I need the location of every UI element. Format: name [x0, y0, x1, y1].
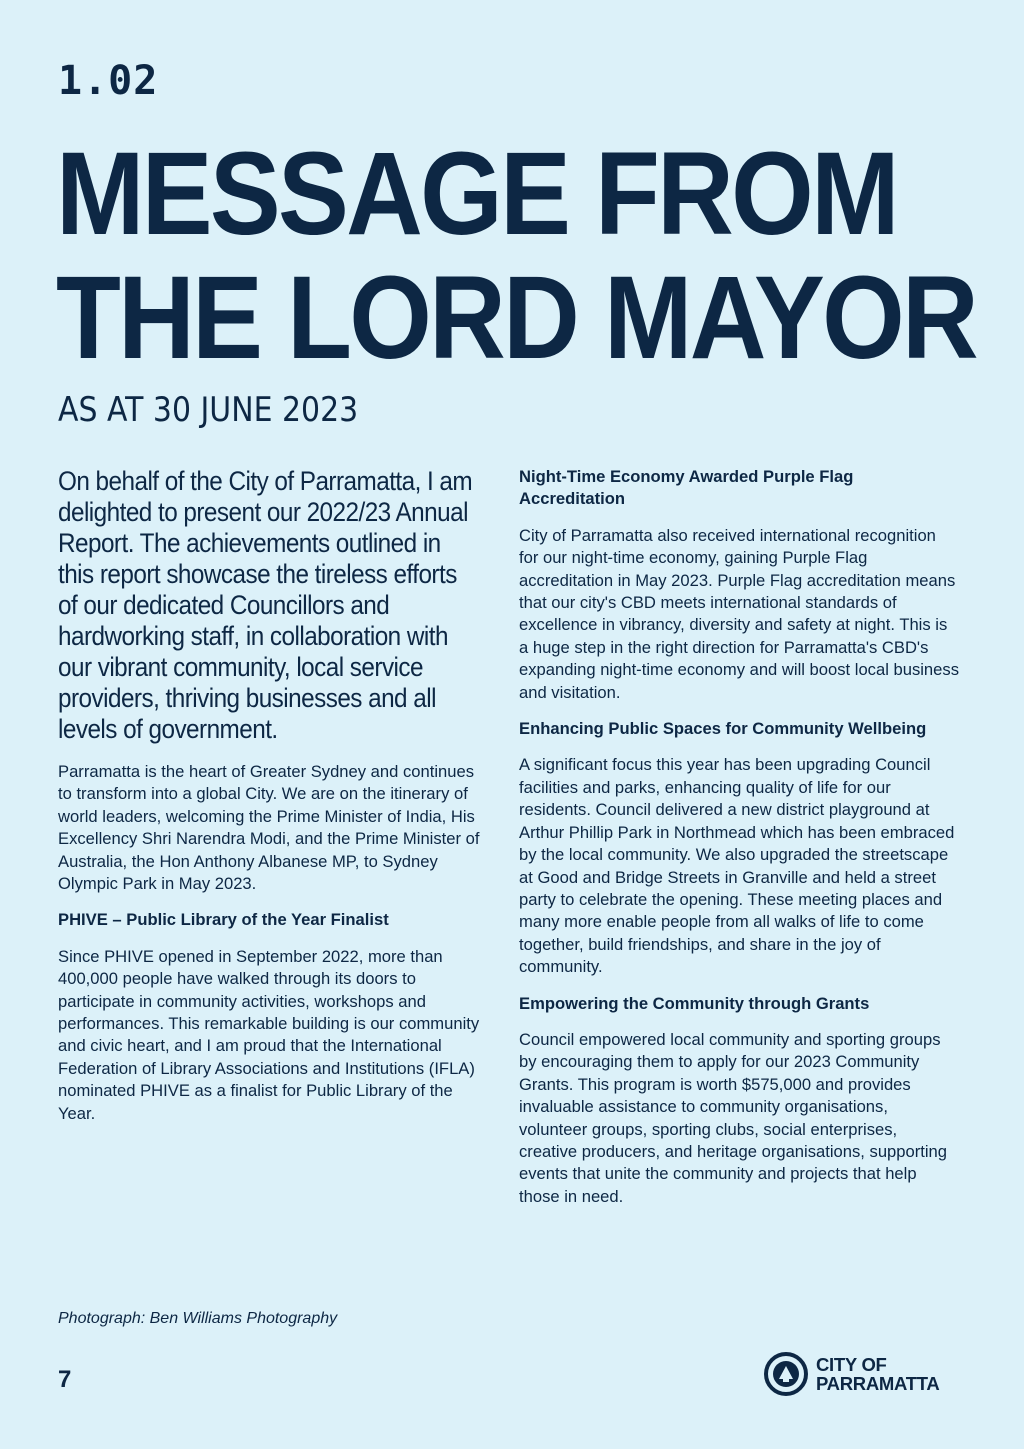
right-column	[519, 466, 959, 1222]
page-title	[56, 128, 977, 384]
photo-caption: Photograph: Ben Williams Photography	[58, 1310, 338, 1327]
lead-paragraph: On behalf of the City of Parramatta, I am delighted to present our 2022/23 Annual Report. The achievements outlined in this report showcase the tireless efforts of our dedicated Councillors and hardworking staff, in collaboration with our vibrant community, local service providers, thriving businesses and all levels of government.	[58, 466, 473, 744]
logo-line-2: PARRAMATTA	[816, 1373, 940, 1394]
grants-heading: Empowering the Community through Grants	[519, 993, 870, 1013]
phive-paragraph: Since PHIVE opened in September 2022, more than 400,000 people have walked through its doors to participate in community activities, workshops and performances. This remarkable building is our community and civic heart, and I am proud that the International Federation of Library Associations and Institutions (IFLA) nominated PHIVE as a finalist for Public Library of the Year.	[58, 946, 480, 1123]
spaces-paragraph: A significant focus this year has been upgrading Council facilities and parks, enhancing quality of life for our residents. Council delivered a new district playground at Arthur Phillip Park in Northmead which has been embraced by the local community. We also upgraded the streetscape at Good and Bridge Streets in Granville and held a street party to celebrate the opening. These meeting places and many more enable people from all walks of life to come together, build friendships, and share in the joy of community.	[519, 755, 955, 977]
nightlife-paragraph: City of Parramatta also received international recognition for our night-time economy, gaining Purple Flag accreditation in May 2023. Purple Flag accreditation means that our city's CBD meets international standards of excellence in vibrancy, diversity and safety at night. This is a huge step in the right direction for Parramatta's CBD's expanding night-time economy and will boost local business and visitation.	[519, 525, 959, 702]
phive-heading: PHIVE – Public Library of the Year Finalist	[58, 910, 389, 930]
section-number: 1.02	[58, 58, 159, 104]
spaces-heading: Enhancing Public Spaces for Community Wellbeing	[519, 719, 927, 739]
intro-paragraph: Parramatta is the heart of Greater Sydney and continues to transform into a global City. We are on the itinerary of world leaders, welcoming the Prime Minister of India, His Excellency Shri Narendra Modi, and the Prime Minister of Australia, the Hon Anthony Albanese MP, to Sydney Olympic Park in May 2023.	[58, 762, 480, 894]
grants-paragraph: Council empowered local community and sporting groups by encouraging them to apply for our 2023 Community Grants. This program is worth $575,000 and provides invaluable assistance to community organisations, volunteer groups, sporting clubs, social enterprises, creative producers, and heritage organisations, supporting events that unite the community and projects that help those in need.	[519, 1029, 948, 1206]
left-column	[58, 466, 488, 1139]
logo-wordmark	[816, 1355, 939, 1393]
page-title-line-2: THE LORD MAYOR	[56, 252, 977, 384]
city-seal-icon	[764, 1352, 808, 1396]
city-logo	[764, 1352, 939, 1396]
page-subtitle: AS AT 30 JUNE 2023	[58, 390, 359, 430]
page-number: 7	[58, 1366, 72, 1393]
logo-line-1: CITY OF	[816, 1354, 887, 1375]
nightlife-heading: Night-Time Economy Awarded Purple Flag Accreditation	[519, 467, 854, 509]
page-title-line-1: MESSAGE FROM	[56, 128, 897, 260]
